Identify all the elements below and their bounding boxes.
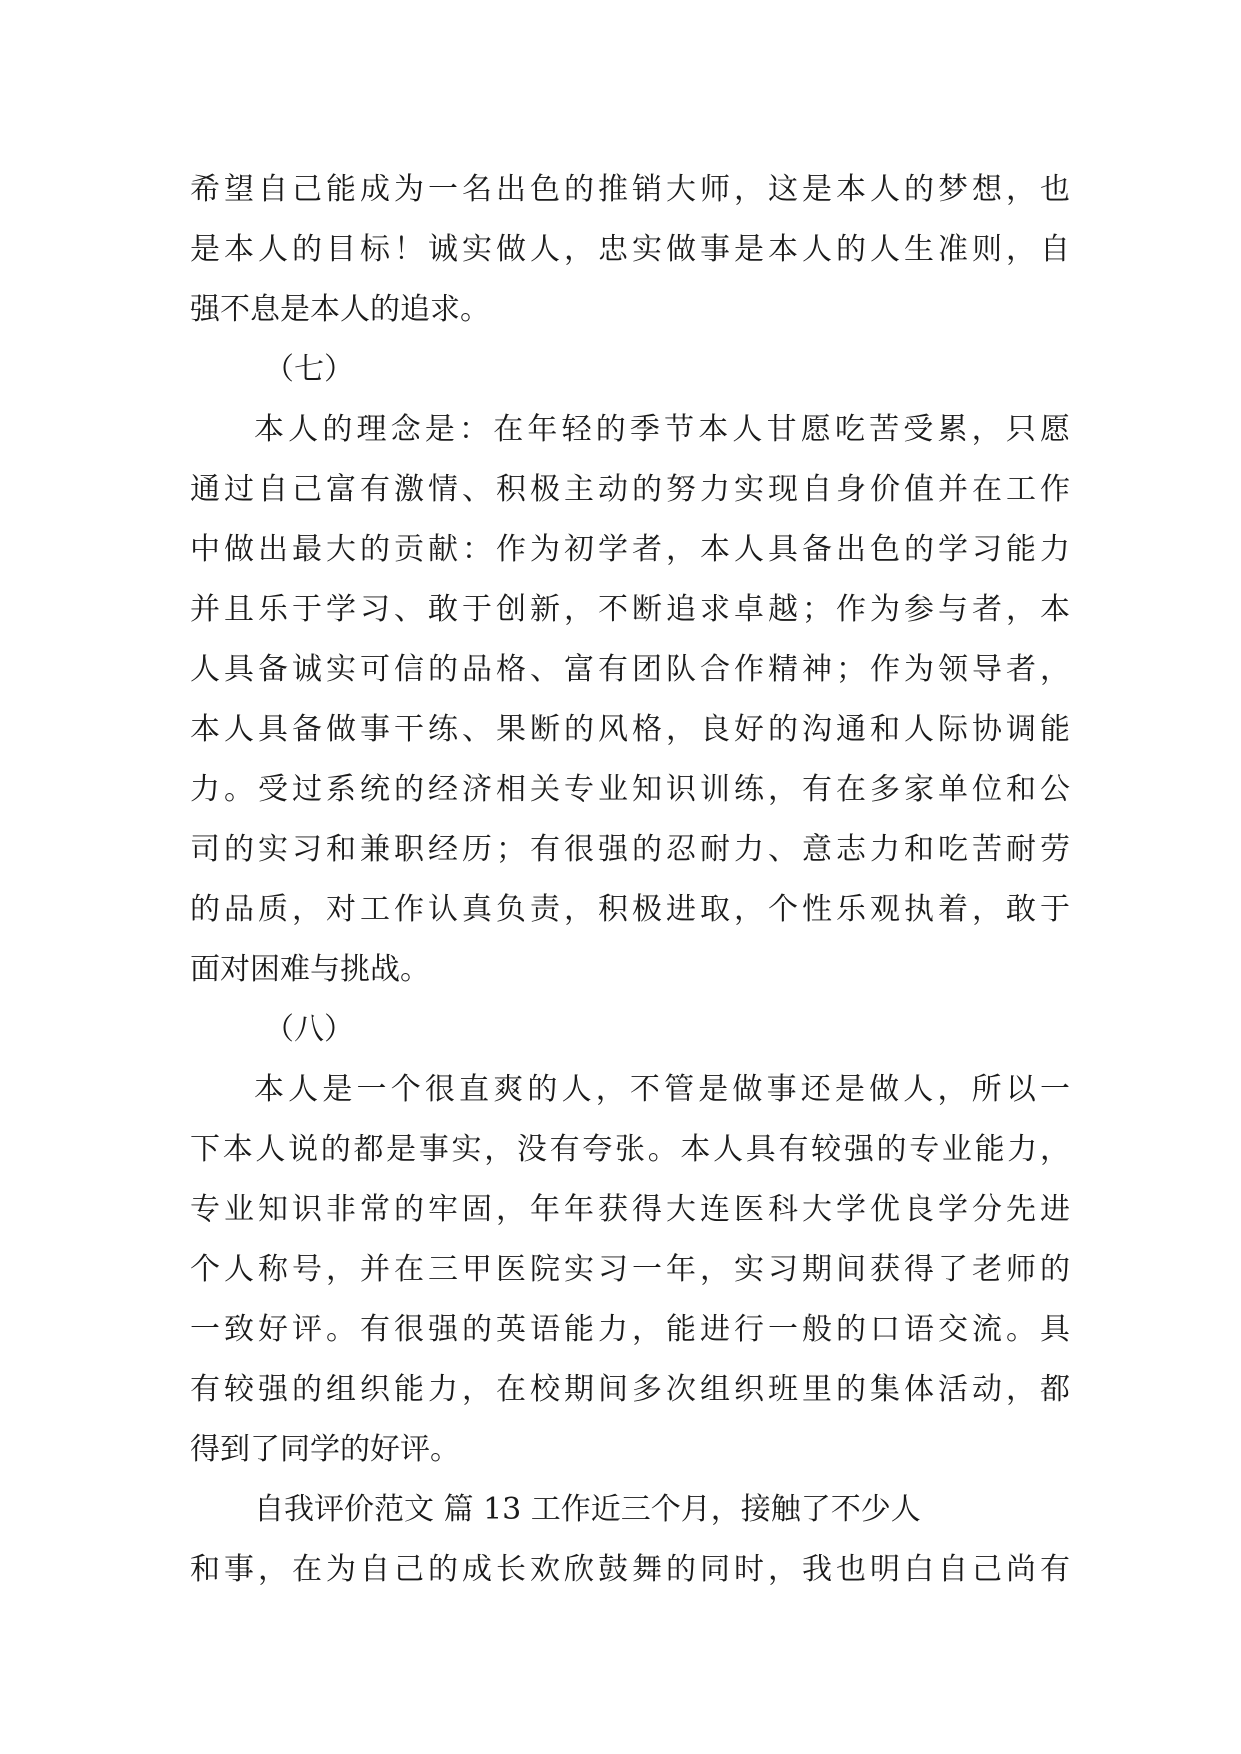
body-text (190, 160, 1070, 1600)
text-line: 面对困难与挑战。 (190, 952, 430, 987)
text-line: 中做出最大的贡献：作为初学者，本人具备出色的学习能力 (190, 532, 1070, 567)
text-line: 司的实习和兼职经历；有很强的忍耐力、意志力和吃苦耐劳 (190, 832, 1070, 867)
text-line: 下本人说的都是事实，没有夸张。本人具有较强的专业能力， (190, 1132, 1070, 1167)
text-line: 得到了同学的好评。 (190, 1432, 460, 1467)
text-line: 和事，在为自己的成长欢欣鼓舞的同时，我也明白自己尚有 (190, 1552, 1070, 1587)
text-line: 本人是一个很直爽的人，不管是做事还是做人，所以一 (254, 1072, 1070, 1107)
text-line: 本人的理念是：在年轻的季节本人甘愿吃苦受累，只愿 (254, 412, 1070, 447)
text-line: 人具备诚实可信的品格、富有团队合作精神；作为领导者， (190, 652, 1070, 687)
text-line: 的品质，对工作认真负责，积极进取，个性乐观执着，敢于 (190, 892, 1070, 927)
text-line: 个人称号，并在三甲医院实习一年，实习期间获得了老师的 (190, 1252, 1070, 1287)
text-line: 专业知识非常的牢固，年年获得大连医科大学优良学分先进 (190, 1192, 1070, 1227)
text-line: 并且乐于学习、敢于创新，不断追求卓越；作为参与者，本 (190, 592, 1070, 627)
text-line: 强不息是本人的追求。 (190, 292, 490, 327)
text-line: 有较强的组织能力，在校期间多次组织班里的集体活动，都 (190, 1372, 1070, 1407)
section-heading: （七） (264, 352, 354, 387)
text-line: 是本人的目标！诚实做人，忠实做事是本人的人生准则，自 (190, 232, 1070, 267)
text-line: 通过自己富有激情、积极主动的努力实现自身价值并在工作 (190, 472, 1070, 507)
text-line: 希望自己能成为一名出色的推销大师，这是本人的梦想，也 (190, 172, 1070, 207)
text-line: 力。受过系统的经济相关专业知识训练，有在多家单位和公 (190, 772, 1070, 807)
text-line: 一致好评。有很强的英语能力，能进行一般的口语交流。具 (190, 1312, 1070, 1347)
text-line: 自我评价范文 篇 13 工作近三个月，接触了不少人 (254, 1492, 921, 1527)
section-heading: （八） (264, 1012, 354, 1047)
text-line: 本人具备做事干练、果断的风格，良好的沟通和人际协调能 (190, 712, 1070, 747)
